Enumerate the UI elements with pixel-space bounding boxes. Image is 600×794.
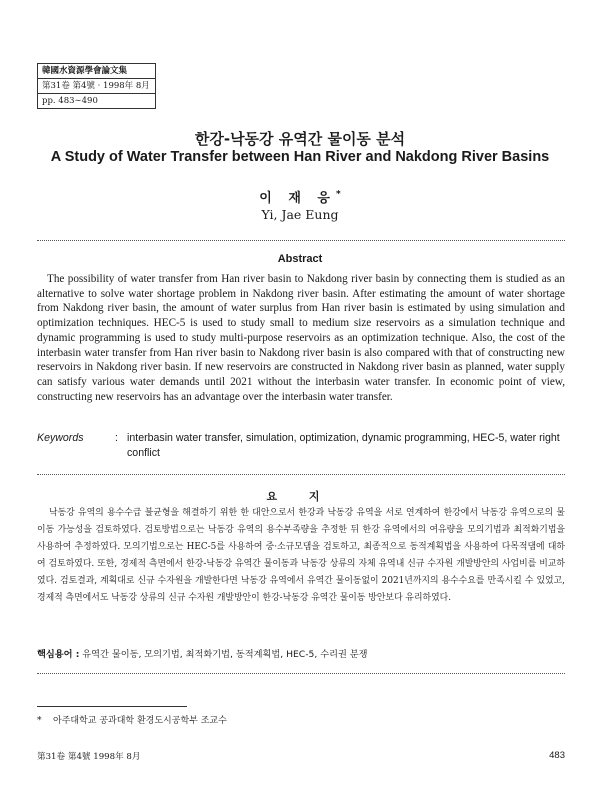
keywords-colon: : bbox=[115, 432, 118, 444]
footnote-mark: * bbox=[37, 716, 42, 726]
keywords-text: interbasin water transfer, simulation, optimization, dynamic programming, HEC-5, water right conflict bbox=[127, 432, 560, 459]
author-korean bbox=[0, 187, 600, 206]
korean-keywords-text: 유역간 물이동, 모의기법, 최적화기법, 동적계획법, HEC-5, 수리권 분쟁 bbox=[82, 649, 368, 660]
footnote bbox=[37, 713, 227, 726]
keywords-label: Keywords bbox=[37, 432, 84, 444]
divider-bottom bbox=[37, 673, 565, 674]
keywords-section bbox=[37, 431, 565, 461]
abstract-body: The possibility of water transfer from Han river basin to Nakdong river basin by connecting them is studied as an alternative to solve water shortage problem in Nakdong river basin. After estimating the amount of water shortage from Nakdong river basin, the amount of water surplus from Han river basin is estimated by using simulation and optimization techniques. HEC-5 is used to study small to medium size reservoirs as a simulation technique and dynamic programming is used to study multi-purpose reservoirs as an optimization technique. Also, the cost of the interbasin water transfer from Han river basin to Nakdong river basin is also compared with that of constructing new reservoirs in Nakdong river basin. If new reservoirs are constructed in Nakdong river basin as planned, water supply can satisfy various water demands until 2021 without the interbasin water transfer. In economic point of view, constructing new reservoirs has an advantage over the interbasin water transfer. bbox=[37, 273, 565, 403]
title-korean: 한강-낙동강 유역간 물이동 분석 bbox=[194, 130, 406, 148]
abstract-heading: Abstract bbox=[277, 253, 323, 265]
korean-summary-body: 낙동강 유역의 용수수급 불균형을 해결하기 위한 한 대안으로서 한강과 낙동강 유역을 서로 연계하여 한강에서 낙동강 유역으로의 물이동 가능성을 검토하였다. 검토방법으로는 낙동강 유역의 용수부족량을 추정한 뒤 한강 유역에서의 여유량을 모의기법과 최적화기법을 사용하여 추정하였다. 모의기법으로는 HEC-5를 사용하여 중·소규모댐을 검토하고, 최종적으로 동적계획법을 사용하여 다목적댐에 대하여 검토하였다. 또한, 경제적 측면에서 한강-낙동강 유역간 물이동과 낙동강 상류의 자체 유역내 신규 수자원 개발방안의 사업비를 비교하였다. 검토결과, 계획대로 신규 수자원을 개발한다면 낙동강 유역에서 유역간 물이동없이 2021년까지의 용수수요를 만족시킬 수 있었고, 경제적 측면에서도 낙동강 상류의 신규 수자원 개발방안이 한강-낙동강 유역간 물이동 방안보다 유리하였다. bbox=[37, 508, 565, 603]
author-english: Yi, Jae Eung bbox=[261, 207, 339, 222]
footer-journal-info: 第31卷 第4號 1998年 8月 bbox=[37, 752, 141, 762]
korean-summary-heading: 요 지 bbox=[266, 490, 334, 503]
korean-keywords-label: 핵심용어 : bbox=[37, 649, 80, 660]
footnote-rule bbox=[37, 706, 187, 707]
page-number: 483 bbox=[549, 750, 565, 761]
footnote-text: 아주대학교 공과대학 환경도시공학부 조교수 bbox=[53, 716, 227, 726]
divider-middle bbox=[37, 474, 565, 475]
title-english: A Study of Water Transfer between Han River and Nakdong River Basins bbox=[50, 149, 550, 165]
journal-name: 韓國水資源學會論文集 bbox=[38, 64, 155, 79]
divider-top bbox=[37, 240, 565, 241]
korean-keywords-section bbox=[37, 646, 565, 660]
journal-info-box bbox=[37, 63, 156, 109]
journal-volume-issue: 第31卷 第4號 · 1998年 8月 bbox=[38, 79, 155, 94]
journal-pages: pp. 483∼490 bbox=[42, 96, 98, 106]
author-korean-name: 이 재 응 bbox=[259, 191, 336, 206]
author-footnote-marker: * bbox=[336, 189, 341, 200]
